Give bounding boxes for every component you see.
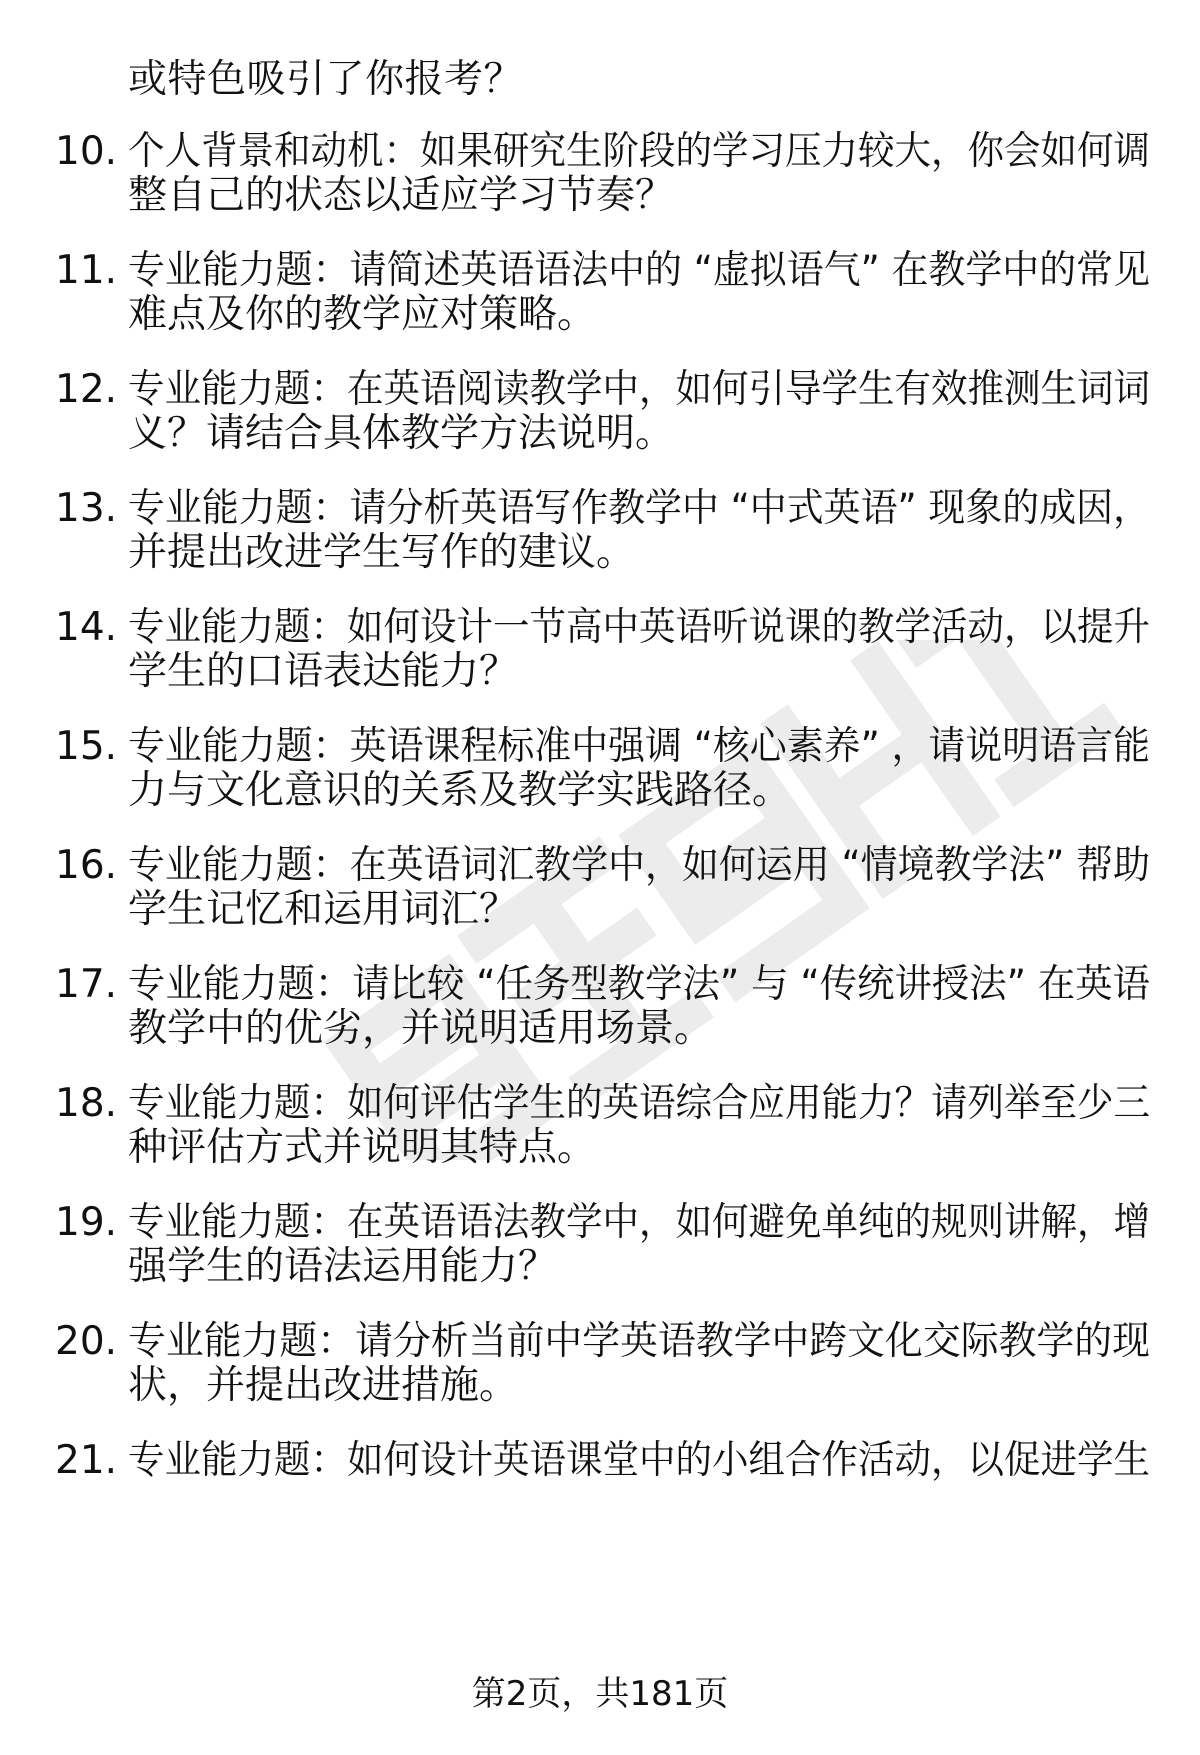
question-text-line: 难点及你的教学应对策略。	[128, 292, 597, 337]
continued-question-text: 或特色吸引了你报考？	[128, 57, 524, 102]
question-text-line: 学生记忆和运用词汇？	[128, 887, 519, 932]
question-number: 17.	[55, 962, 118, 1007]
question-number: 13.	[55, 486, 118, 531]
question-number: 11.	[55, 248, 118, 293]
question-number: 12.	[55, 367, 118, 412]
question-text-line: 教学中的优劣，并说明适用场景。	[128, 1006, 714, 1051]
question-text-line: 种评估方式并说明其特点。	[128, 1125, 597, 1170]
question-text-line: 个人背景和动机：如果研究生阶段的学习压力较大，你会如何调	[128, 129, 1151, 174]
question-number: 20.	[55, 1319, 118, 1364]
question-text-line: 专业能力题：如何设计一节高中英语听说课的教学活动，以提升	[128, 605, 1151, 650]
question-number: 14.	[55, 605, 118, 650]
question-text-line: 专业能力题：在英语阅读教学中，如何引导学生有效推测生词词	[128, 367, 1151, 412]
question-text-line: 学生的口语表达能力？	[128, 649, 519, 694]
question-number: 16.	[55, 843, 118, 888]
question-text-line: 专业能力题：在英语词汇教学中，如何运用 “情境教学法” 帮助	[128, 843, 1151, 888]
question-text-line: 专业能力题：在英语语法教学中，如何避免单纯的规则讲解，增	[128, 1200, 1151, 1245]
question-text-line: 专业能力题：英语课程标准中强调 “核心素养” ，请说明语言能	[128, 724, 1151, 769]
question-number: 21.	[55, 1438, 118, 1483]
question-number: 10.	[55, 129, 118, 174]
question-text-line: 强学生的语法运用能力？	[128, 1244, 558, 1289]
question-text-line: 力与文化意识的关系及教学实践路径。	[128, 768, 792, 813]
question-text-line: 并提出改进学生写作的建议。	[128, 530, 636, 575]
question-text-line: 义？请结合具体教学方法说明。	[128, 411, 675, 456]
page-number-footer: 第2页，共181页	[471, 1674, 729, 1714]
question-number: 15.	[55, 724, 118, 769]
question-text-line: 整自己的状态以适应学习节奏？	[128, 173, 675, 218]
question-text-line: 专业能力题：请分析英语写作教学中 “中式英语” 现象的成因，	[128, 486, 1151, 531]
question-number: 18.	[55, 1081, 118, 1126]
question-text-line: 专业能力题：如何评估学生的英语综合应用能力？请列举至少三	[128, 1081, 1151, 1126]
question-text-line: 状，并提出改进措施。	[128, 1363, 519, 1408]
question-text-line: 专业能力题：请比较 “任务型教学法” 与 “传统讲授法” 在英语	[128, 962, 1150, 1007]
question-text-line: 专业能力题：如何设计英语课堂中的小组合作活动，以促进学生	[128, 1438, 1151, 1483]
question-text-line: 专业能力题：请简述英语语法中的 “虚拟语气” 在教学中的常见	[128, 248, 1151, 293]
question-text-line: 专业能力题：请分析当前中学英语教学中跨文化交际教学的现	[128, 1319, 1150, 1364]
question-number: 19.	[55, 1200, 118, 1245]
